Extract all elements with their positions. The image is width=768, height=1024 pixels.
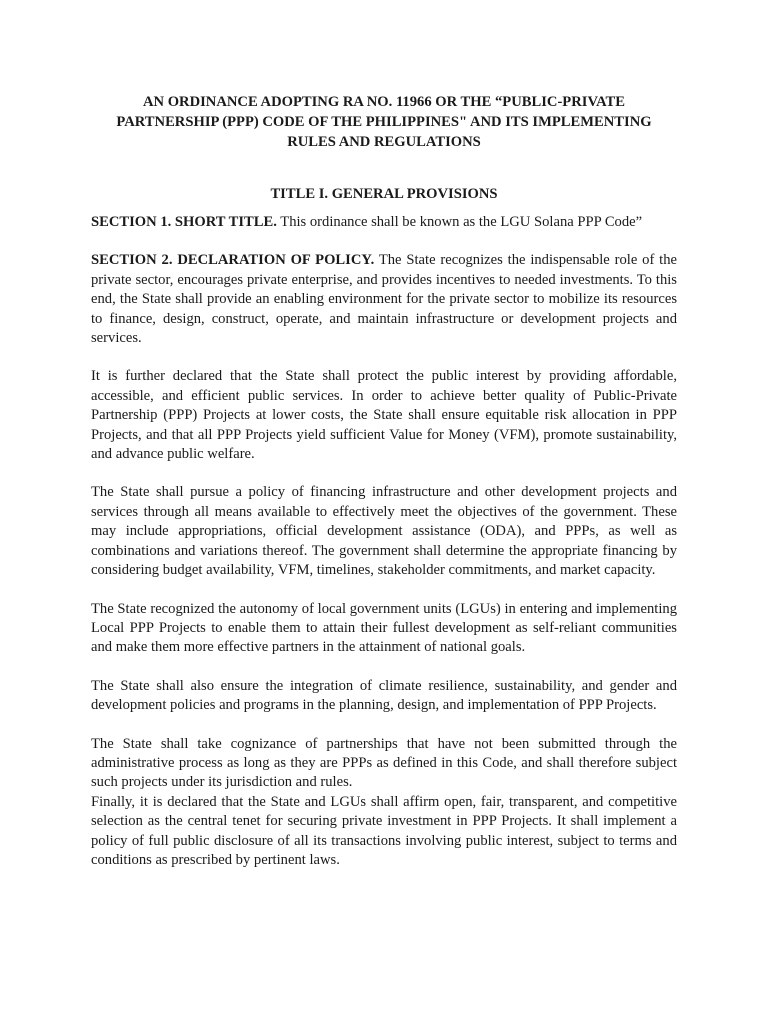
- section-1-text: This ordinance shall be known as the LGU Solana PPP Code”: [276, 214, 643, 230]
- section-1-paragraph: [91, 213, 677, 232]
- policy-paragraph-financing: The State shall pursue a policy of financing infrastructure and other development projects and services through all means available to effectively meet the objectives of the government. These may include appropriations, official development assistance (ODA), and PPPs, as well as combinations and variations thereof. The government shall determine the appropriate financing by considering budget availability, VFM, timelines, stakeholder commitments, and market capacity.: [91, 484, 677, 579]
- policy-paragraph-public-interest: It is further declared that the State shall protect the public interest by providing affordable, accessible, and efficient public services. In order to achieve better quality of Public-Private Partnership (PPP) Projects at lower costs, the State shall ensure equitable risk allocation in PPP Projects, and that all PPP Projects yield sufficient Value for Money (VFM), promote sustainability, and advance public welfare.: [91, 368, 677, 463]
- title-line-1: AN ORDINANCE ADOPTING RA NO. 11966 OR THE “PUBLIC-PRIVATE: [142, 94, 626, 110]
- policy-paragraph-lgu-autonomy: The State recognized the autonomy of local government units (LGUs) in entering and implementing Local PPP Projects to enable them to attain their fullest development as self-reliant communities and make them more effective partners in the attainment of national goals.: [91, 600, 677, 656]
- policy-paragraph-partnerships: The State shall take cognizance of partnerships that have not been submitted through the administrative process as long as they are PPPs as defined in this Code, and shall therefore subject such projects under its jurisdiction and rules.: [91, 735, 677, 791]
- title-line-2: PARTNERSHIP (PPP) CODE OF THE PHILIPPINES" AND ITS IMPLEMENTING: [116, 114, 652, 130]
- section-2-label: SECTION 2. DECLARATION OF POLICY.: [91, 252, 375, 269]
- policy-paragraph-climate: The State shall also ensure the integration of climate resilience, sustainability, and gender and development policies and programs in the planning, design, and implementation of PPP Projects.: [91, 677, 677, 714]
- section-1-label: SECTION 1. SHORT TITLE.: [91, 214, 277, 230]
- title-line-3: RULES AND REGULATIONS: [287, 134, 481, 150]
- section-2-text: The State recognizes the indispensable role of the private sector, encourages private enterprise, and provides incentives to needed investments. To this end, the State shall provide an enabling environment for the private sector to mobilize its resources to finance, design, construct, operate, and maintain infrastructure or development projects and services.: [91, 252, 677, 347]
- section-2-paragraph: [91, 251, 677, 348]
- title-heading: TITLE I. GENERAL PROVISIONS: [270, 186, 498, 202]
- policy-paragraph-finally: Finally, it is declared that the State and LGUs shall affirm open, fair, transparent, and competitive selection as the central tenet for securing private investment in PPP Projects. It shall implement a policy of full public disclosure of all its transactions involving public interest, subject to terms and conditions as prescribed by pertinent laws.: [91, 793, 677, 868]
- document-title: [116, 92, 652, 152]
